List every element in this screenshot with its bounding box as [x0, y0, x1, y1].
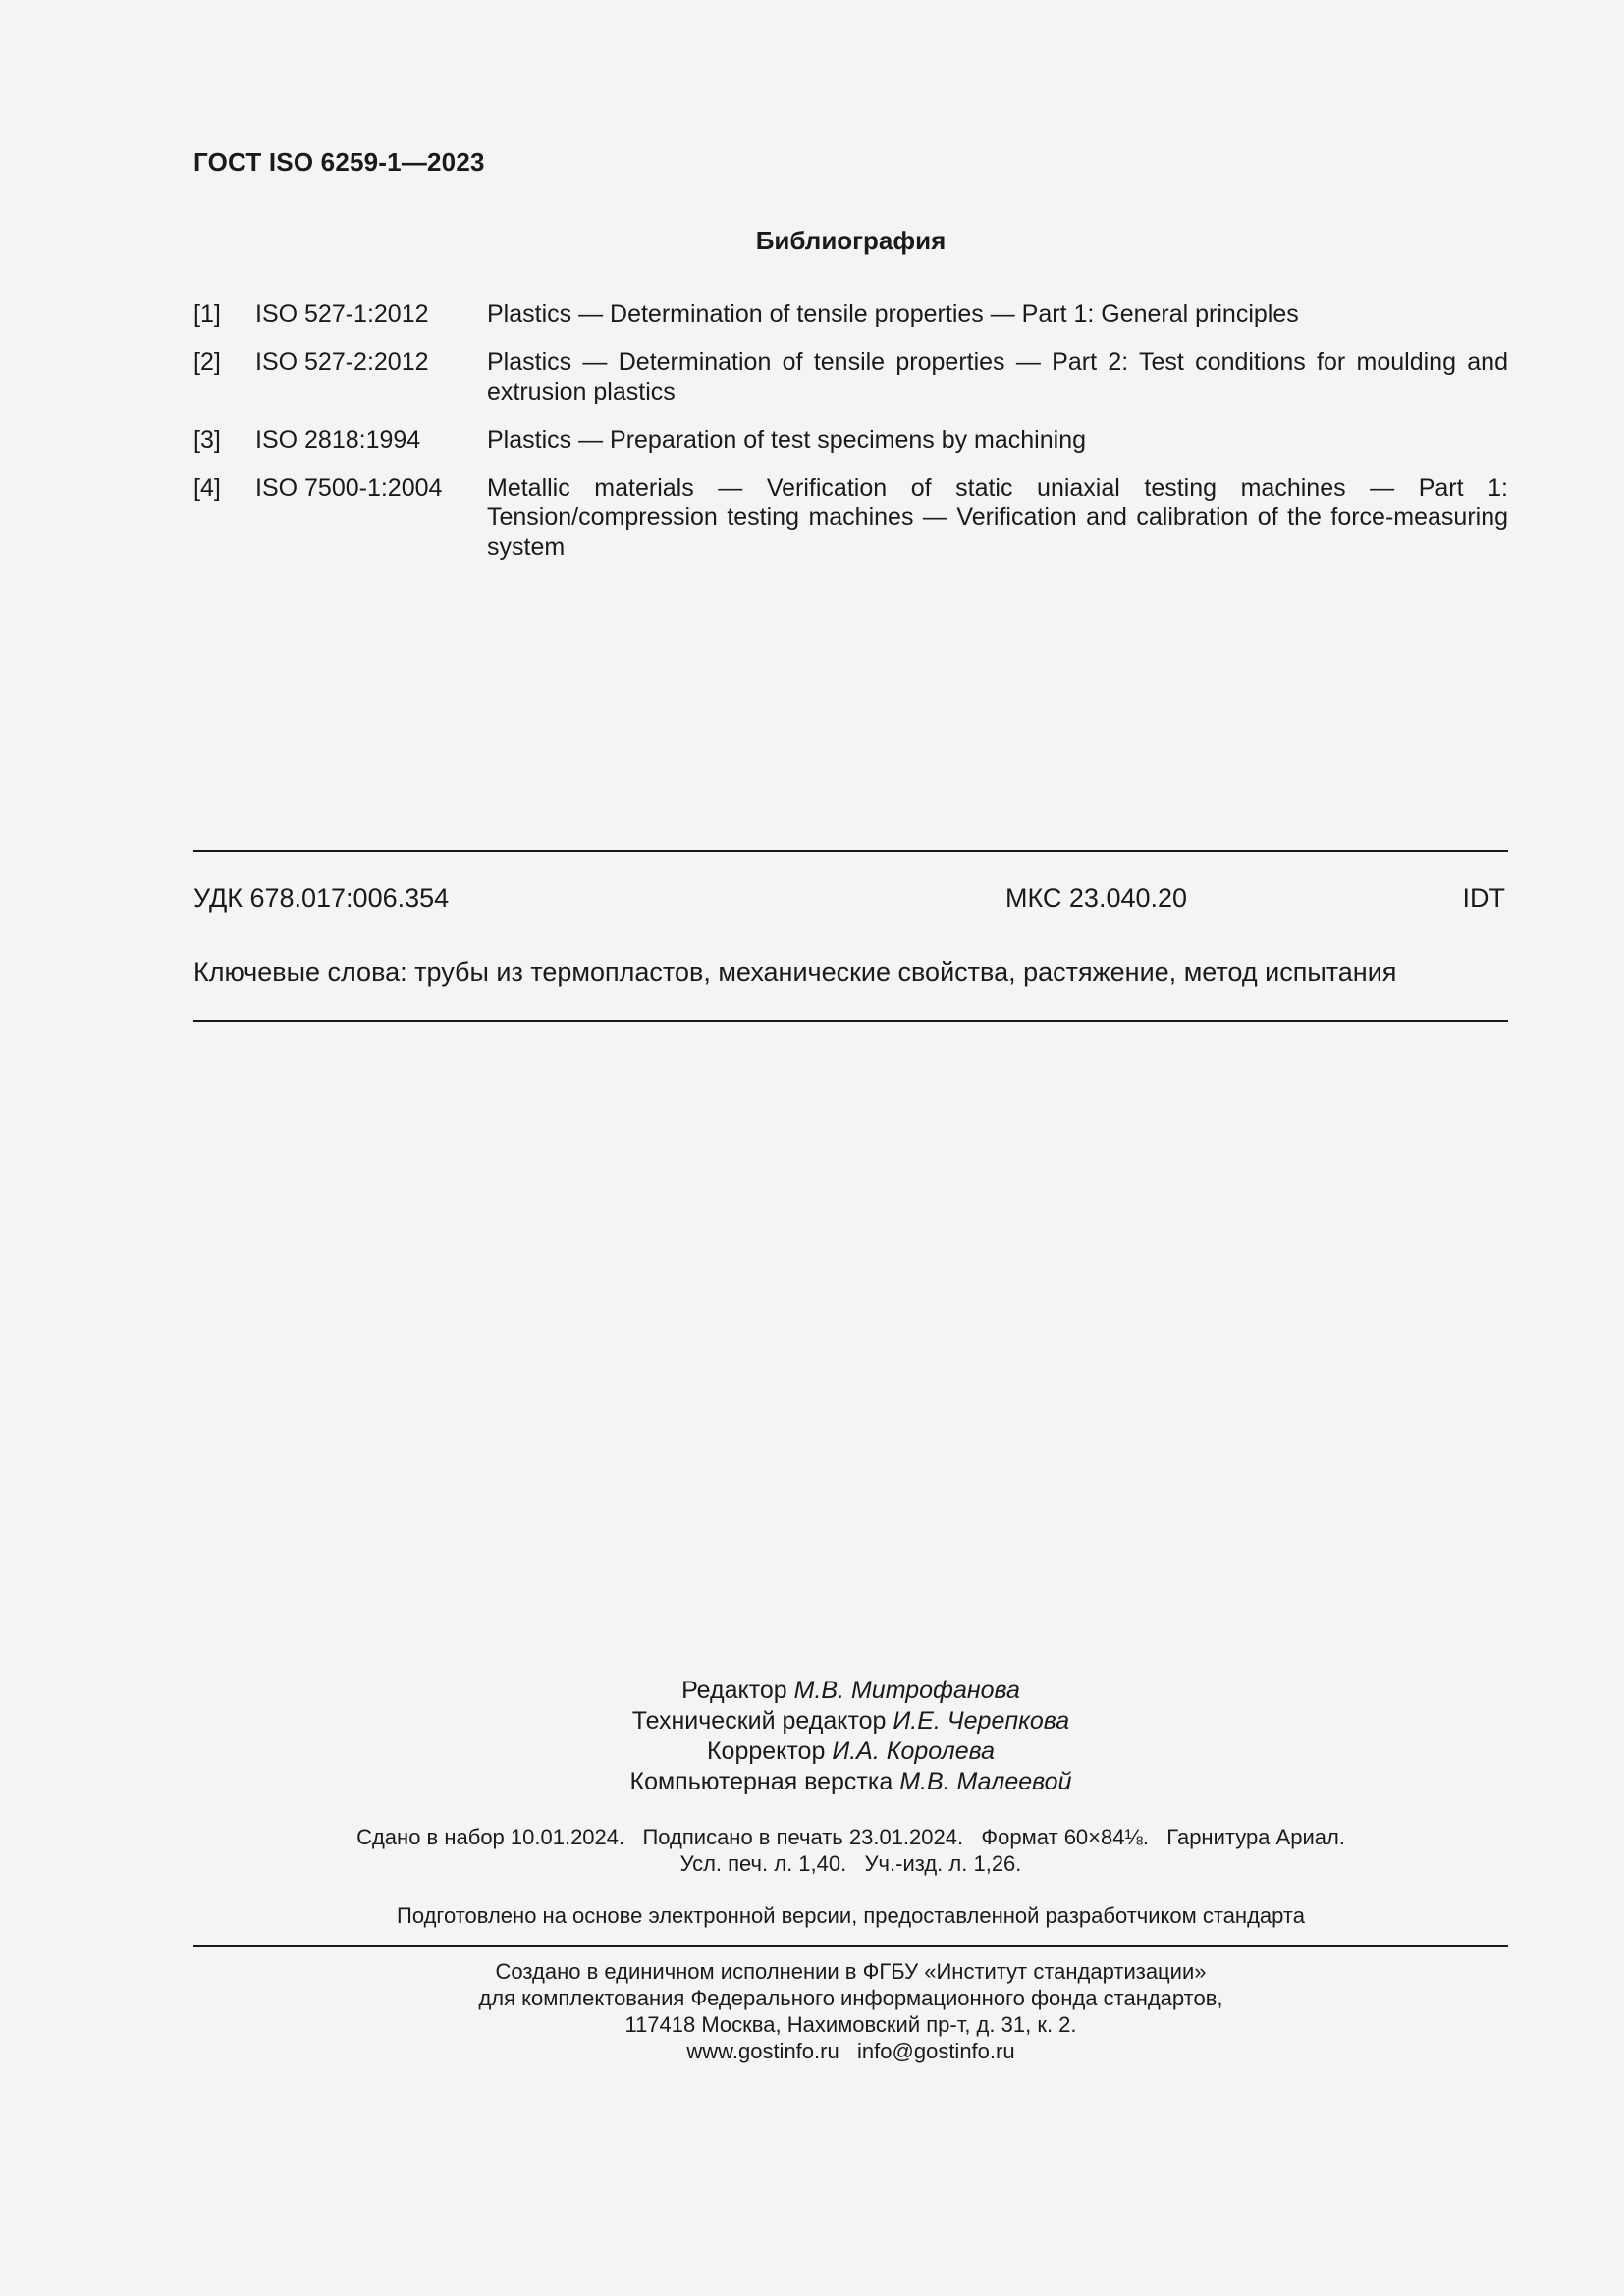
editor-name: М.В. Митрофанова [793, 1677, 1020, 1704]
bibliography-item [193, 473, 1508, 561]
bibliography-item [193, 425, 1508, 454]
equivalence-degree: IDT [1462, 883, 1505, 913]
bibliography-item-code: ISO 527-1:2012 [255, 300, 429, 328]
bibliography-item-title: Plastics — Determination of tensile properties — Part 2: Test conditions for moulding and extrusion plastics [487, 348, 1508, 405]
layout-name: М.В. Малеевой [899, 1768, 1072, 1795]
document-code: ГОСТ ISO 6259-1—2023 [193, 147, 485, 177]
bibliography-item-code: ISO 7500-1:2004 [255, 474, 443, 502]
editorial-credits [193, 1676, 1508, 1797]
publisher-line: Создано в единичном исполнении в ФГБУ «Институт стандартизации» [495, 1959, 1207, 1984]
editor-role: Редактор [681, 1677, 794, 1704]
bibliography-item [193, 347, 1508, 406]
bibliography-title: Библиография [755, 226, 947, 255]
bibliography-item-title: Metallic materials — Verification of static uniaxial testing machines — Part 1: Tension/compression testing machines — Verification and calibration of the force-measuring system [487, 474, 1508, 561]
bibliography-item-code: ISO 2818:1994 [255, 426, 421, 454]
bibliography-item-number: [2] [193, 348, 221, 376]
publisher-address: 117418 Москва, Нахимовский пр-т, д. 31, к. 2. [624, 2012, 1077, 2037]
classification-top-divider [193, 850, 1508, 852]
editor-line [193, 1676, 1508, 1706]
corrector-role: Корректор [706, 1737, 833, 1765]
classification-row [193, 883, 1508, 917]
print-imprint [193, 1824, 1508, 1877]
layout-line [193, 1767, 1508, 1797]
bibliography-item-number: [4] [193, 474, 221, 502]
bibliography-item-number: [1] [193, 300, 221, 328]
publisher-divider [193, 1945, 1508, 1947]
mks-code: МКС 23.040.20 [1005, 883, 1188, 913]
prepared-note: Подготовлено на основе электронной версии, предоставленной разработчиком стандарта [397, 1903, 1305, 1928]
layout-role: Компьютерная верстка [629, 1768, 900, 1795]
imprint-line: Сдано в набор 10.01.2024. Подписано в печать 23.01.2024. Формат 60×84⅛. Гарнитура Ариал. [356, 1825, 1345, 1849]
bibliography-item [193, 299, 1508, 329]
bibliography-item-number: [3] [193, 426, 221, 454]
bibliography-item-code: ISO 527-2:2012 [255, 348, 429, 376]
keywords: Ключевые слова: трубы из термопластов, механические свойства, растяжение, метод испытания [193, 957, 1397, 987]
udk-code: УДК 678.017:006.354 [193, 883, 450, 913]
email-link[interactable]: info@gostinfo.ru [857, 2039, 1015, 2063]
publisher-line: для комплектования Федерального информационного фонда стандартов, [478, 1986, 1223, 2010]
publisher-info [193, 1958, 1508, 2064]
bibliography-item-title: Plastics — Preparation of test specimens by machining [487, 426, 1086, 454]
tech-editor-line [193, 1706, 1508, 1736]
bibliography-item-title: Plastics — Determination of tensile properties — Part 1: General principles [487, 300, 1299, 328]
corrector-line [193, 1736, 1508, 1767]
bibliography-list [193, 299, 1508, 580]
tech-editor-role: Технический редактор [631, 1707, 893, 1735]
website-link[interactable]: www.gostinfo.ru [686, 2039, 839, 2063]
corrector-name: И.А. Королева [832, 1737, 996, 1765]
tech-editor-name: И.Е. Черепкова [893, 1707, 1070, 1735]
publisher-contacts [193, 2038, 1508, 2064]
imprint-line: Усл. печ. л. 1,40. Уч.-изд. л. 1,26. [679, 1851, 1022, 1876]
classification-bottom-divider [193, 1020, 1508, 1022]
